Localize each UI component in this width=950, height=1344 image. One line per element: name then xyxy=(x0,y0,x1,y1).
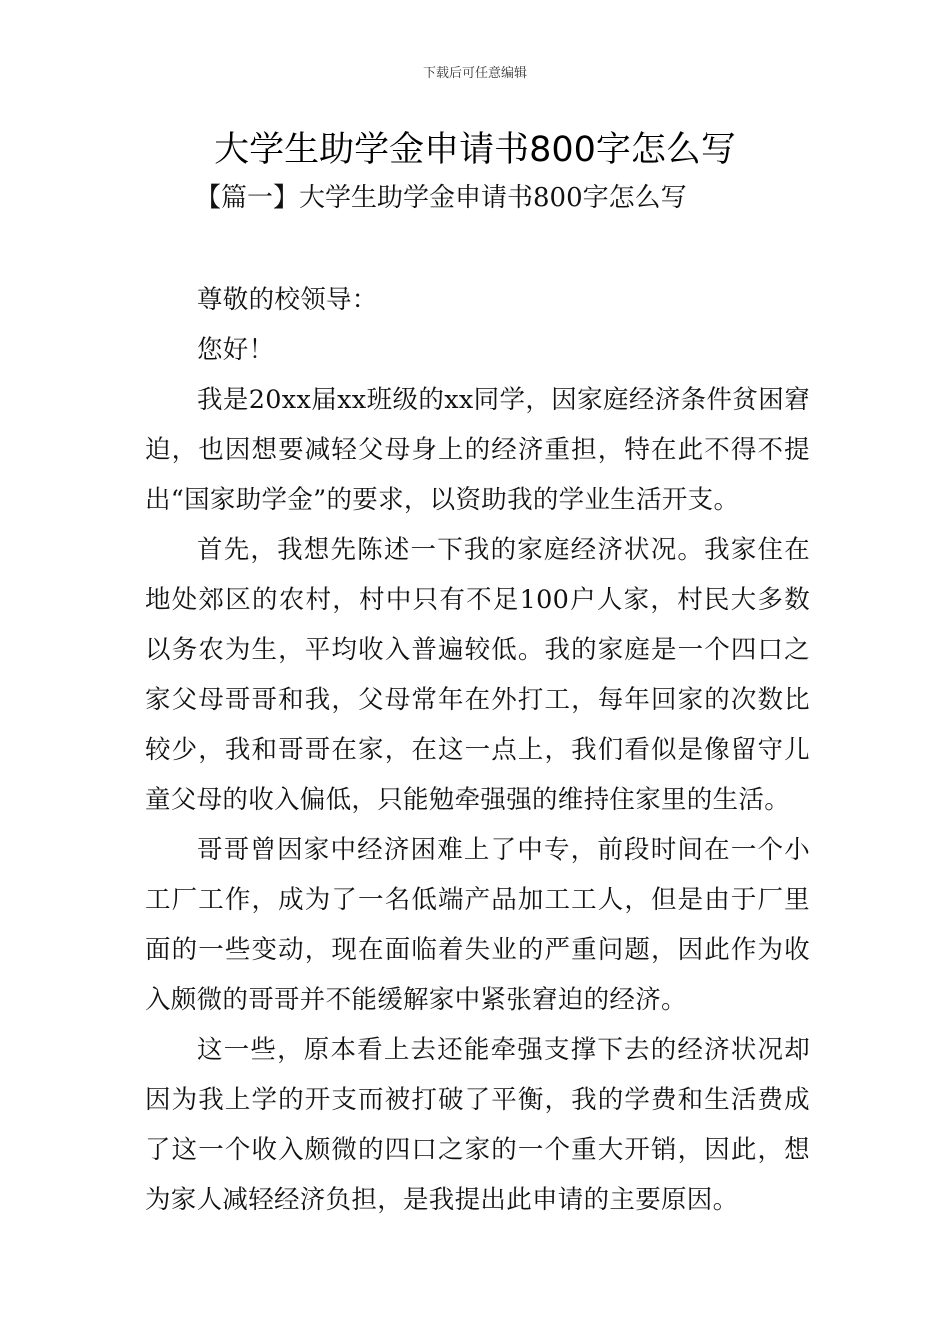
paragraph: 这一些，原本看上去还能牵强支撑下去的经济状况却因为我上学的开支而被打破了平衡，我的学费和生活费成了这一个收入颇微的四口之家的一个重大开销，因此，想为家人减轻经济负担，是我提出此申请的主要原因。 xyxy=(145,1035,810,1215)
paragraph: 我是20xx届xx班级的xx同学，因家庭经济条件贫困窘迫，也因想要减轻父母身上的经济重担，特在此不得不提出“国家助学金”的要求，以资助我的学业生活开支。 xyxy=(145,385,810,515)
document-title: 大学生助学金申请书800字怎么写 xyxy=(214,130,736,170)
section-subtitle: 【篇一】大学生助学金申请书800字怎么写 xyxy=(195,183,687,213)
header-note: 下载后可任意编辑 xyxy=(422,66,527,81)
salutation: 尊敬的校领导： xyxy=(197,285,378,315)
paragraph: 哥哥曾因家中经济困难上了中专，前段时间在一个小工厂工作，成为了一名低端产品加工工人，但是由于厂里面的一些变动，现在面临着失业的严重问题，因此作为收入颇微的哥哥并不能缓解家中紧张窘迫的经济。 xyxy=(145,835,810,1015)
body-text xyxy=(145,275,810,1225)
paragraph: 首先，我想先陈述一下我的家庭经济状况。我家住在地处郊区的农村，村中只有不足100户人家，村民大多数以务农为生，平均收入普遍较低。我的家庭是一个四口之家父母哥哥和我，父母常年在外打工，每年回家的次数比较少，我和哥哥在家，在这一点上，我们看似是像留守儿童父母的收入偏低，只能勉牵强强的维持住家里的生活。 xyxy=(145,535,810,815)
greeting: 您好！ xyxy=(197,335,275,365)
